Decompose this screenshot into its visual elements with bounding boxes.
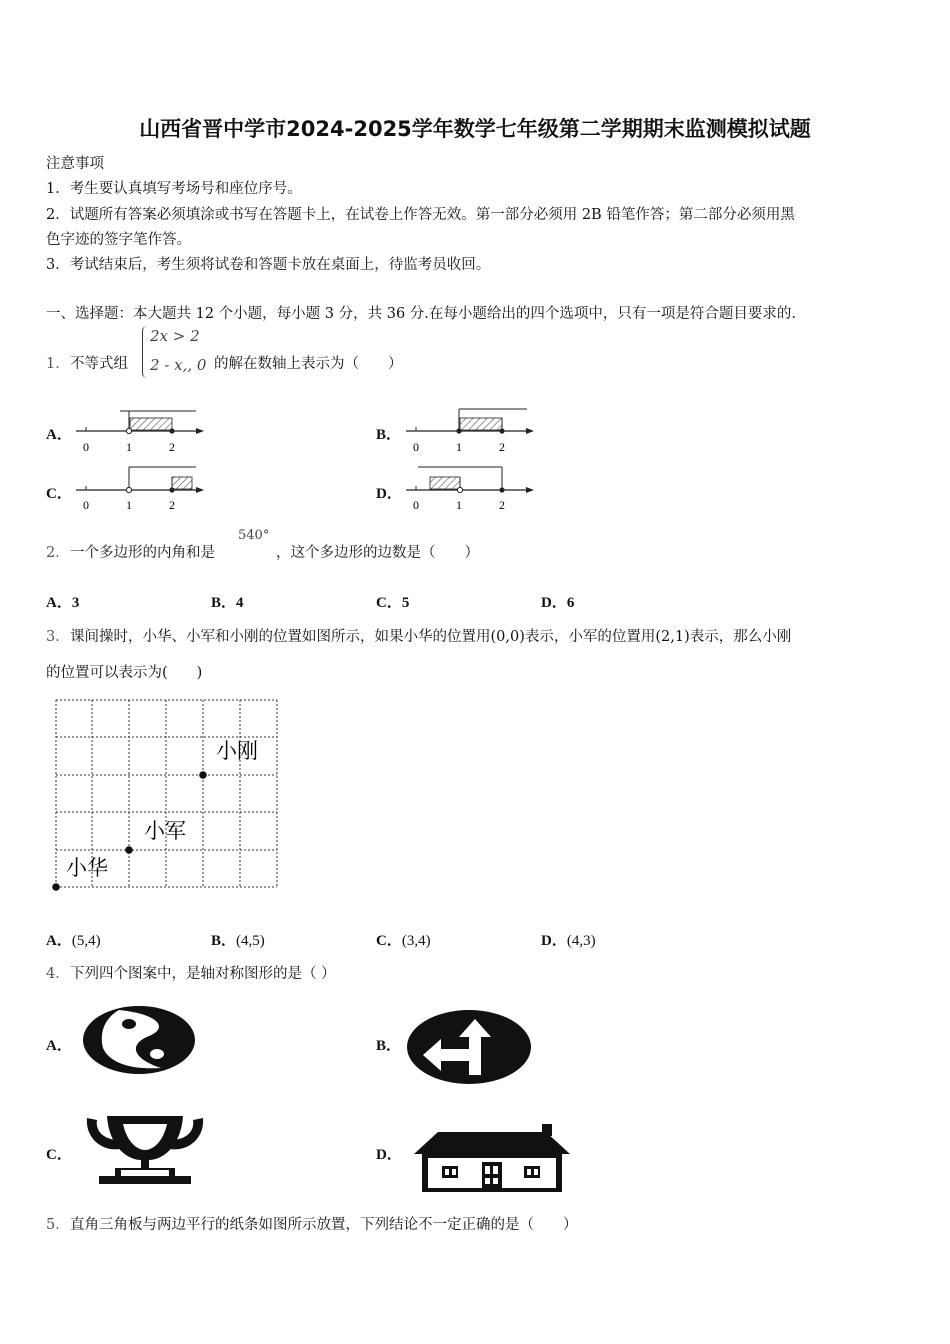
- option-b: B．(4,5): [211, 933, 265, 949]
- q3-text-line1: 课间操时，小华、小军和小刚的位置如图所示，如果小华的位置用(0,0)表示，小军的位置用(2,1)表示，那么小刚: [70, 629, 792, 645]
- option-label: D．: [376, 1147, 402, 1163]
- question-number: 5．: [46, 1217, 70, 1233]
- option-label: B．: [376, 427, 402, 443]
- section-heading: 一、选择题：本大题共 12 个小题，每小题 3 分，共 36 分.在每小题给出的四个选项中，只有一项是符合题目要求的.: [46, 306, 796, 322]
- page-title: 山西省晋中学市2024-2025学年数学七年级第二学期期末监测模拟试题: [139, 117, 811, 141]
- option-label: C．: [46, 486, 72, 502]
- question-number: 2．: [46, 545, 70, 561]
- notice-item: 3．考试结束后，考生须将试卷和答题卡放在桌面上，待监考员收回。: [46, 257, 491, 273]
- tick-label: 1: [126, 440, 132, 454]
- q4-text: 下列四个图案中，是轴对称图形的是（ ）: [70, 966, 336, 982]
- notice-item: 1．考生要认真填写考场号和座位序号。: [46, 181, 302, 197]
- yin-yang-icon: [83, 1006, 195, 1074]
- notice-item: 色字迹的签字笔作答。: [46, 232, 191, 248]
- xiaohua-point: [52, 883, 60, 891]
- tick-label: 0: [413, 498, 419, 512]
- option-label: C．: [46, 1147, 72, 1163]
- option-c: C．5: [376, 595, 410, 611]
- tick-label: 2: [169, 440, 175, 454]
- question-number: 1．: [46, 356, 70, 372]
- option-a: A．3: [46, 595, 80, 611]
- xiaogang-point: [199, 771, 207, 779]
- option-d: D．6: [541, 595, 575, 611]
- tick-label: 1: [456, 498, 462, 512]
- option-c: C．(3,4): [376, 933, 431, 949]
- xiaohua-label: 小华: [66, 856, 108, 880]
- house-icon: [414, 1124, 570, 1192]
- question-number: 4．: [46, 966, 70, 982]
- option-a: A．(5,4): [46, 933, 101, 949]
- option-label: D．: [376, 486, 402, 502]
- tick-label: 1: [456, 440, 462, 454]
- number-line-d: [406, 467, 534, 512]
- xiaojun-point: [125, 846, 133, 854]
- tick-label: 2: [499, 440, 505, 454]
- option-label: A．: [46, 427, 72, 443]
- xiaogang-label: 小刚: [216, 739, 258, 763]
- q1-inequality-1: 2x > 2: [150, 327, 200, 345]
- tick-label: 2: [169, 498, 175, 512]
- option-b: B．4: [211, 595, 244, 611]
- tick-label: 2: [499, 498, 505, 512]
- road-sign-icon: [407, 1010, 531, 1084]
- tick-label: 1: [126, 498, 132, 512]
- q2-angle: 540°: [238, 528, 270, 543]
- q5-text: 直角三角板与两边平行的纸条如图所示放置，下列结论不一定正确的是（ ）: [70, 1217, 578, 1233]
- tick-label: 0: [413, 440, 419, 454]
- q3-text-line2: 的位置可以表示为( ): [46, 665, 203, 681]
- q1-inequality-2: 2 - x,, 0: [150, 356, 207, 374]
- trophy-icon: [87, 1116, 203, 1184]
- number-line-a: [76, 411, 204, 454]
- q1-suffix: 的解在数轴上表示为（ ）: [214, 356, 403, 372]
- q2-text-after: ，这个多边形的边数是（ ）: [276, 545, 479, 561]
- q1-prefix: 不等式组: [70, 356, 128, 372]
- notice-item: 2．试题所有答案必须填涂或书写在答题卡上，在试卷上作答无效。第一部分必须用 2B 铅笔作答；第二部分必须用黑: [46, 207, 795, 223]
- option-d: D．(4,3): [541, 933, 596, 949]
- q2-text-before: 一个多边形的内角和是: [70, 545, 215, 561]
- number-line-b: [406, 409, 534, 454]
- option-label: B．: [376, 1038, 402, 1054]
- tick-label: 0: [83, 440, 89, 454]
- xiaojun-label: 小军: [144, 819, 186, 843]
- number-line-c: [76, 467, 204, 512]
- notice-heading: 注意事项: [46, 156, 104, 172]
- question-number: 3．: [46, 629, 70, 645]
- tick-label: 0: [83, 498, 89, 512]
- option-label: A．: [46, 1038, 72, 1054]
